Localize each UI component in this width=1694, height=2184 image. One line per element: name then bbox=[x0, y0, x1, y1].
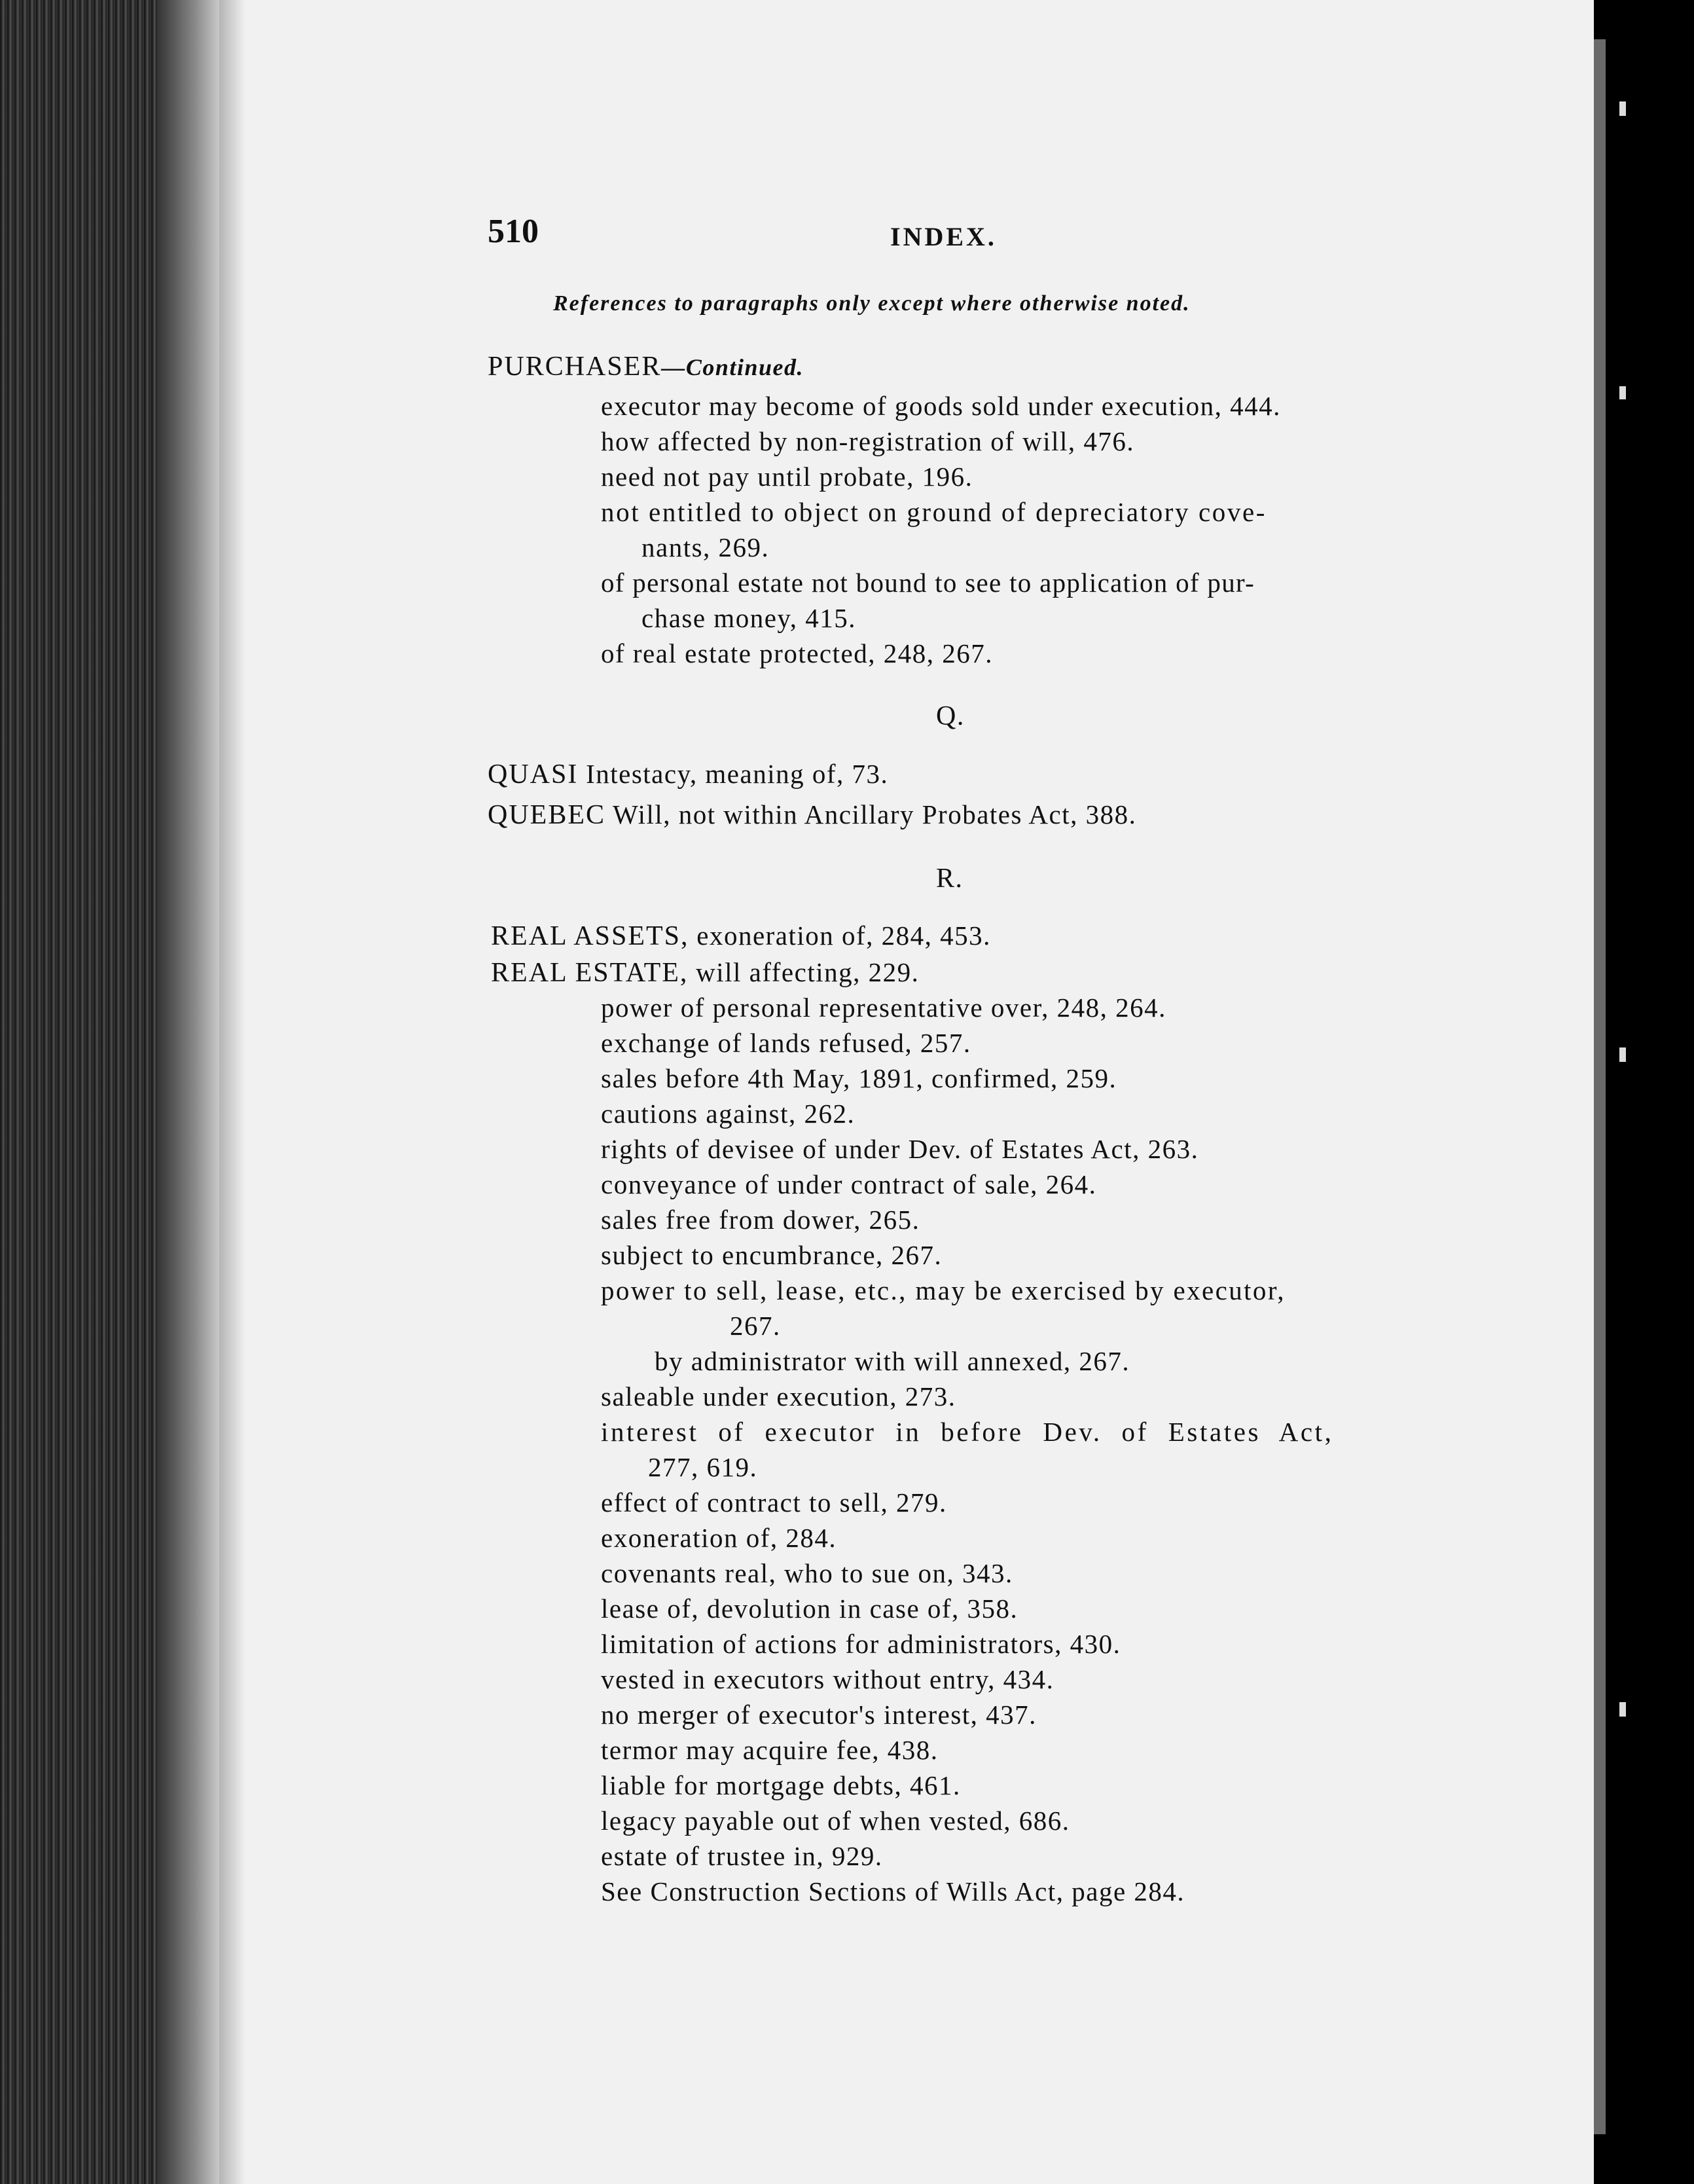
speck-mark bbox=[1619, 101, 1626, 116]
index-entry-quasi bbox=[488, 758, 888, 790]
continued-label: —Continued. bbox=[661, 354, 804, 380]
right-page-edge bbox=[1594, 39, 1606, 2134]
page-number: 510 bbox=[488, 213, 539, 250]
index-heading-purchaser bbox=[488, 350, 804, 383]
right-background bbox=[1606, 0, 1694, 2184]
entry-heading: QUASI bbox=[488, 759, 579, 790]
entry-text: Will, not within Ancillary Probates Act, 388. bbox=[613, 799, 1137, 829]
index-subsubentry: by administrator with will annexed, 267. bbox=[655, 1346, 1130, 1376]
index-subentry: limitation of actions for administrators, 430. bbox=[601, 1629, 1121, 1659]
index-subentry-continuation: chase money, 415. bbox=[641, 603, 856, 633]
page-note: References to paragraphs only except where otherwise noted. bbox=[553, 291, 1191, 316]
entry-text: exoneration of, 284, 453. bbox=[696, 920, 991, 951]
book-page-edge-highlight bbox=[157, 0, 219, 2184]
index-subentry: power of personal representative over, 248, 264. bbox=[601, 992, 1166, 1023]
index-subentry: how affected by non-registration of will, 476. bbox=[601, 426, 1135, 456]
index-subentry-continuation: nants, 269. bbox=[641, 532, 770, 562]
index-subentry: legacy payable out of when vested, 686. bbox=[601, 1806, 1070, 1836]
entry-heading: REAL ASSETS, bbox=[491, 921, 689, 951]
index-entry-real-assets bbox=[491, 920, 991, 952]
index-subentry: power to sell, lease, etc., may be exercised by executor, bbox=[601, 1275, 1286, 1305]
index-subentry: cautions against, 262. bbox=[601, 1099, 856, 1129]
index-subentry: covenants real, who to sue on, 343. bbox=[601, 1558, 1013, 1588]
page-title: INDEX. bbox=[890, 222, 997, 251]
speck-mark bbox=[1619, 1702, 1626, 1717]
index-entry-quebec bbox=[488, 799, 1136, 831]
heading-word: PURCHASER bbox=[488, 352, 662, 382]
index-subentry: executor may become of goods sold under execution, 444. bbox=[601, 391, 1281, 421]
index-subentry: not entitled to object on ground of depreciatory cove- bbox=[601, 497, 1267, 527]
index-subentry: rights of devisee of under Dev. of Estates Act, 263. bbox=[601, 1134, 1199, 1164]
section-letter-r: R. bbox=[936, 864, 964, 894]
index-subentry-continuation: 267. bbox=[730, 1311, 781, 1341]
index-subentry: saleable under execution, 273. bbox=[601, 1381, 956, 1411]
index-subentry: liable for mortgage debts, 461. bbox=[601, 1770, 961, 1800]
speck-mark bbox=[1619, 1047, 1626, 1062]
gutter-shadow bbox=[219, 0, 245, 2184]
index-subentry: no merger of executor's interest, 437. bbox=[601, 1700, 1037, 1730]
index-subentry: vested in executors without entry, 434. bbox=[601, 1664, 1054, 1694]
index-entry-real-estate bbox=[491, 956, 919, 989]
index-subentry: conveyance of under contract of sale, 264. bbox=[601, 1169, 1097, 1199]
index-subentry-continuation: 277, 619. bbox=[648, 1452, 758, 1482]
entry-heading: REAL ESTATE, bbox=[491, 958, 689, 988]
index-subentry: interest of executor in before Dev. of Estates Act, bbox=[601, 1417, 1334, 1447]
index-subentry: lease of, devolution in case of, 358. bbox=[601, 1593, 1018, 1624]
index-subentry: See Construction Sections of Wills Act, page 284. bbox=[601, 1876, 1185, 1906]
index-subentry: need not pay until probate, 196. bbox=[601, 462, 973, 492]
section-letter-q: Q. bbox=[936, 701, 965, 731]
index-subentry: of real estate protected, 248, 267. bbox=[601, 638, 993, 668]
index-subentry: estate of trustee in, 929. bbox=[601, 1841, 883, 1871]
index-subentry: subject to encumbrance, 267. bbox=[601, 1240, 943, 1270]
entry-text: will affecting, 229. bbox=[696, 957, 920, 987]
index-subentry: of personal estate not bound to see to application of pur- bbox=[601, 568, 1255, 598]
index-subentry: sales free from dower, 265. bbox=[601, 1205, 920, 1235]
entry-heading: QUEBEC bbox=[488, 800, 605, 830]
index-subentry: termor may acquire fee, 438. bbox=[601, 1735, 939, 1765]
index-subentry: exchange of lands refused, 257. bbox=[601, 1028, 971, 1058]
index-subentry: exoneration of, 284. bbox=[601, 1523, 837, 1553]
speck-mark bbox=[1619, 386, 1626, 399]
entry-text: Intestacy, meaning of, 73. bbox=[586, 759, 889, 789]
index-subentry: effect of contract to sell, 279. bbox=[601, 1487, 947, 1518]
index-subentry: sales before 4th May, 1891, confirmed, 259. bbox=[601, 1063, 1117, 1093]
